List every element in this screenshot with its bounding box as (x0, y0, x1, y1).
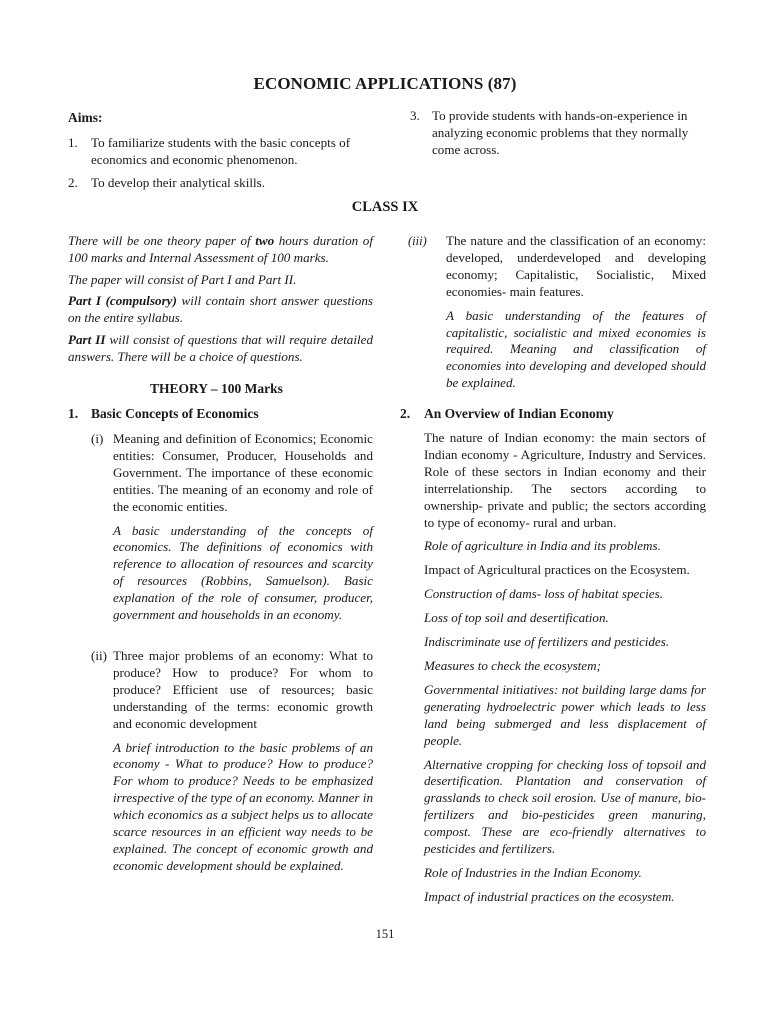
part-two-label: Part II (68, 332, 106, 347)
intro-text: There will be one theory paper of (68, 233, 256, 248)
theory-heading: THEORY – 100 Marks (150, 381, 283, 396)
page-number: 151 (375, 927, 395, 941)
aim-text: To provide students with hands-on-experience in analyzing economic problems that they normally come across. (432, 108, 689, 157)
aim-item-2 (68, 175, 373, 192)
subsection-text: Meaning and definition of Economics; Economic entities: Consumer, Producer, Households and Government. The importance of these economic entities. The meaning of an economy and role of the economic entities. (113, 431, 373, 514)
section-2-paragraph: Alternative cropping for checking loss of topsoil and desertification. Plantation and conservation of grasslands to check soil erosion. Use of manure, bio-fertilizers and bio-pesticides green manuring, compost. These are eco-friendly alternatives to pesticides and fertilizers. (424, 756, 706, 857)
aim-number: 2. (68, 175, 78, 190)
subsection-number: (i) (91, 431, 104, 446)
aim-number: 1. (68, 135, 78, 150)
subsection-text: Three major problems of an economy: What to produce? How to produce? For whom to produce? Efficient use of resources; basic understanding of the terms: economic growth and economic development (113, 648, 373, 731)
subsection-iii (408, 233, 706, 392)
subsection-text: The nature and the classification of an economy: developed, underdeveloped and developing economy; Capitalistic, Socialistic, Mixed economies- main features. (446, 233, 706, 299)
aim-text: To develop their analytical skills. (91, 175, 265, 190)
subsection-ii (91, 648, 373, 875)
section-2-paragraph: Measures to check the ecosystem; (424, 657, 601, 673)
section-1-number: 1. (68, 406, 79, 421)
section-2-paragraph: Role of agriculture in India and its problems. (424, 538, 661, 554)
aim-text: To familiarize students with the basic concepts of economics and economic phenomenon. (91, 135, 351, 167)
intro-text: will contain short answer questions on the entire syllabus. (68, 293, 373, 325)
subsection-i (91, 431, 373, 624)
intro-paragraph-2: The paper will consist of Part I and Part II. (68, 272, 297, 287)
subsection-number: (ii) (91, 648, 107, 663)
section-1-title: Basic Concepts of Economics (91, 406, 259, 421)
aim-item-3 (410, 108, 706, 159)
aims-heading: Aims: (68, 110, 103, 125)
intro-paragraph-1 (68, 233, 373, 267)
aim-item-1 (68, 135, 373, 169)
part-one-label: Part I (compulsory) (68, 293, 177, 308)
subsection-number: (iii) (408, 234, 427, 248)
section-2-paragraph: Role of Industries in the Indian Economy. (424, 864, 642, 880)
intro-text: hours duration of 100 marks and Internal Assessment of 100 marks. (68, 233, 373, 265)
section-2-paragraph: Impact of industrial practices on the ecosystem. (424, 888, 675, 904)
section-2-number: 2. (400, 406, 411, 421)
subsection-note: A brief introduction to the basic problems of an economy - What to produce? How to produce? For whom to produce? Needs to be emphasized irrespective of the type of an economy. Manner in which economics as a subject helps us to allocate scarce resources in an efficient way needs to be explained. The concept of economic growth and economic development should be explained. (113, 739, 373, 873)
section-2-paragraph: Construction of dams- loss of habitat species. (424, 586, 663, 602)
class-heading: CLASS IX (351, 199, 419, 215)
section-2-paragraph: Loss of top soil and desertification. (424, 610, 609, 626)
intro-paragraph-3 (68, 293, 373, 327)
section-2-paragraph: Impact of Agricultural practices on the Ecosystem. (424, 562, 690, 578)
section-2-paragraph: Indiscriminate use of fertilizers and pesticides. (424, 634, 670, 650)
section-2-title: An Overview of Indian Economy (424, 406, 614, 421)
page-title: ECONOMIC APPLICATIONS (87) (253, 74, 517, 93)
subsection-note: A basic understanding of the concepts of economics. The definitions of economics with reference to allocation of resources and scarcity of resources (Robbins, Samuelson). Basic explanation of the role of consumer, producer, government and households in an economy. (113, 522, 373, 623)
section-2-paragraph: Governmental initiatives: not building large dams for generating hydroelectric power which leads to less land being submerged and less displacement of people. (424, 681, 706, 748)
aim-number: 3. (410, 108, 420, 123)
section-2-paragraph: The nature of Indian economy: the main sectors of Indian economy - Agriculture, Industry and Services. Role of these sectors in Indian economy and their interrelationship. The sectors according to ownership- private and public; the sectors according to type of economy- rural and urban. (424, 430, 706, 530)
intro-paragraph-4 (68, 332, 373, 366)
intro-text: will consist of questions that will require detailed answers. There will be a choice of questions. (68, 332, 373, 364)
subsection-note: A basic understanding of the features of capitalistic, socialistic and mixed economies is required. Meaning and classification of economies into developing and developed should be explained. (446, 307, 706, 391)
section-2-body (424, 430, 706, 906)
intro-bold-word: two (255, 233, 275, 248)
